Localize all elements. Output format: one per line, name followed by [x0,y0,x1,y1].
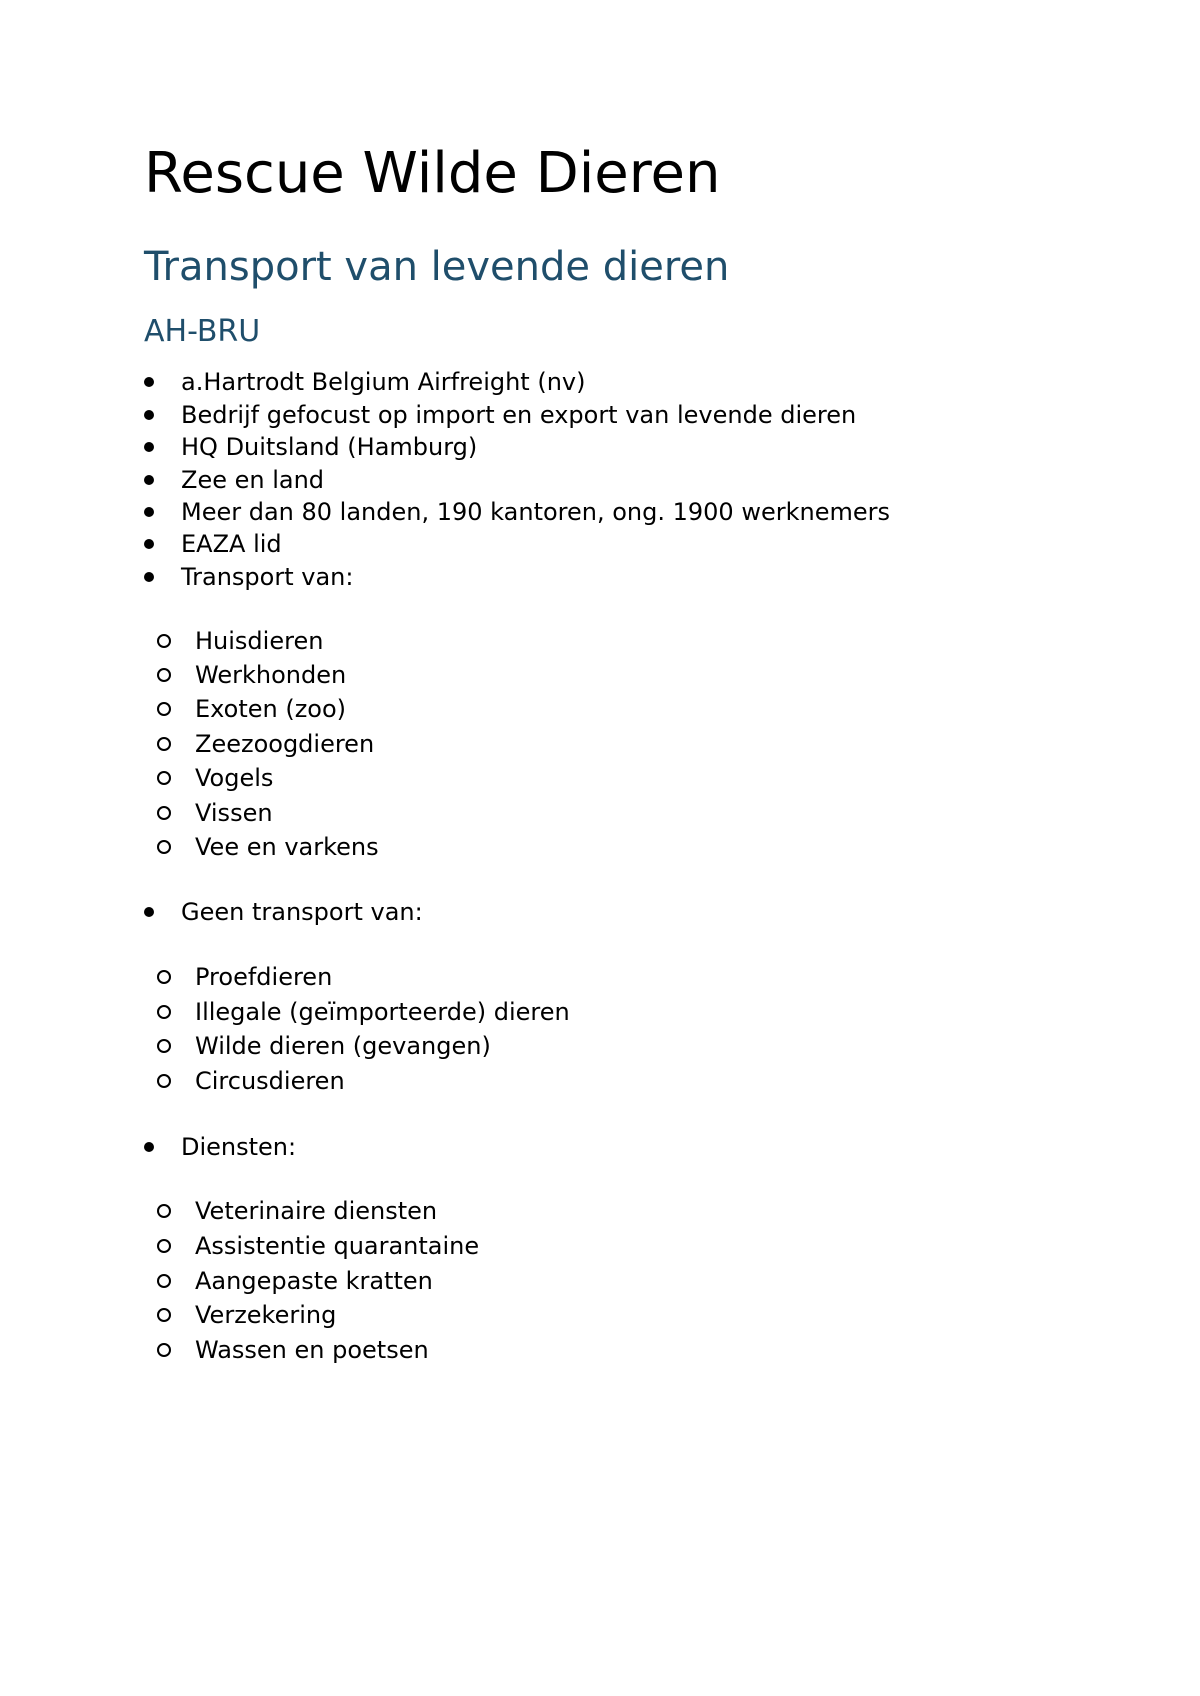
sub-list-item-text: Veterinaire diensten [195,1197,438,1225]
bullet-icon [144,1142,154,1152]
sub-list-item-text: Werkhonden [195,661,347,689]
hollow-bullet-icon [157,1005,171,1019]
hollow-bullet-icon [157,702,171,716]
hollow-bullet-icon [157,771,171,785]
bullet-icon [144,572,154,582]
sub-list-item-text: Exoten (zoo) [195,695,347,723]
bullet-icon [144,907,154,917]
section-heading: Transport van levende dieren [144,244,730,290]
list-item-text: Geen transport van: [181,898,423,926]
sub-list-item-text: Vogels [195,764,274,792]
list-item-text: EAZA lid [181,530,282,558]
sub-list-item-text: Zeezoogdieren [195,730,375,758]
subsection-heading: AH-BRU [144,314,261,349]
list-item-text: Zee en land [181,466,325,494]
hollow-bullet-icon [157,668,171,682]
list-item-text: Transport van: [181,563,354,591]
sub-list-item-text: Assistentie quarantaine [195,1232,480,1260]
bullet-icon [144,377,154,387]
sub-list-item-text: Illegale (geïmporteerde) dieren [195,998,570,1026]
bullet-icon [144,539,154,549]
hollow-bullet-icon [157,737,171,751]
sub-list-item-text: Huisdieren [195,627,324,655]
sub-list-item-text: Wassen en poetsen [195,1336,429,1364]
hollow-bullet-icon [157,1274,171,1288]
list-item-text: HQ Duitsland (Hamburg) [181,433,478,461]
bullet-icon [144,475,154,485]
hollow-bullet-icon [157,634,171,648]
list-item-text: a.Hartrodt Belgium Airfreight (nv) [181,368,586,396]
hollow-bullet-icon [157,806,171,820]
document-title: Rescue Wilde Dieren [144,141,721,206]
hollow-bullet-icon [157,1343,171,1357]
hollow-bullet-icon [157,1239,171,1253]
hollow-bullet-icon [157,970,171,984]
sub-list-item-text: Vee en varkens [195,833,379,861]
list-item-text: Diensten: [181,1133,297,1161]
hollow-bullet-icon [157,1308,171,1322]
bullet-icon [144,410,154,420]
sub-list-item-text: Verzekering [195,1301,337,1329]
bullet-icon [144,507,154,517]
hollow-bullet-icon [157,1074,171,1088]
list-item-text: Bedrijf gefocust op import en export van levende dieren [181,401,857,429]
list-item-text: Meer dan 80 landen, 190 kantoren, ong. 1900 werknemers [181,498,890,526]
sub-list-item-text: Circusdieren [195,1067,345,1095]
bullet-icon [144,442,154,452]
sub-list-item-text: Aangepaste kratten [195,1267,433,1295]
hollow-bullet-icon [157,1204,171,1218]
sub-list-item-text: Vissen [195,799,273,827]
sub-list-item-text: Wilde dieren (gevangen) [195,1032,491,1060]
sub-list-item-text: Proefdieren [195,963,333,991]
hollow-bullet-icon [157,840,171,854]
hollow-bullet-icon [157,1039,171,1053]
